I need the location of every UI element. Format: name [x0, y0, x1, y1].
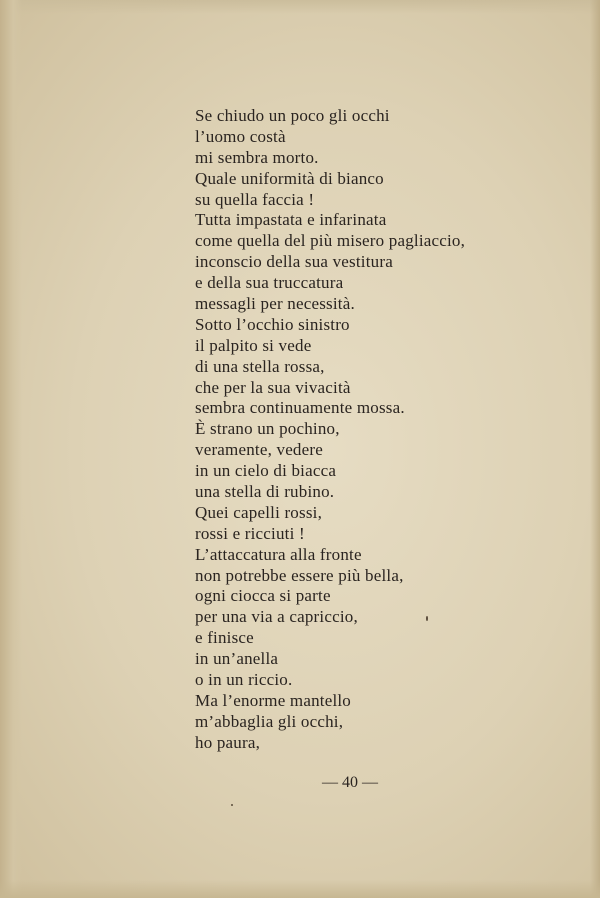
page-number: — 40 —	[322, 774, 378, 791]
paper-speck	[426, 616, 428, 621]
paper-speck	[231, 804, 233, 806]
poem-line: messagli per necessità.	[195, 294, 355, 314]
page-edge-right	[590, 0, 600, 898]
poem-line: Se chiudo un poco gli occhi	[195, 106, 390, 125]
poem-line: in un cielo di biacca	[195, 461, 337, 481]
poem-line: il palpito si vede	[195, 335, 312, 355]
poem-line: È strano un pochino,	[195, 419, 340, 439]
poem-line: o in un riccio.	[195, 670, 293, 690]
poem-line: ho paura,	[195, 732, 261, 752]
poem-line: Tutta impastata e infarinata	[195, 210, 387, 230]
poem-line: di una stella rossa,	[195, 356, 325, 376]
poem-line: che per la sua vivacità	[195, 377, 351, 397]
poem-line: L’attaccatura alla fronte	[195, 544, 362, 564]
poem-line: e finisce	[195, 628, 254, 648]
poem-line: come quella del più misero pagliaccio,	[195, 231, 466, 251]
poem-line: per una via a capriccio,	[195, 607, 358, 627]
poem-line: in un’anella	[195, 649, 279, 669]
page-edge-left	[0, 0, 22, 898]
poem-line: rossi e ricciuti !	[195, 523, 305, 543]
poem-text	[195, 106, 465, 754]
page-edge-top	[0, 0, 600, 14]
poem-line: su quella faccia !	[195, 189, 315, 209]
poem-line: Ma l’enorme mantello	[195, 690, 352, 710]
poem-line: m’abbaglia gli occhi,	[195, 711, 344, 731]
poem-line: ogni ciocca si parte	[195, 586, 331, 606]
poem-line: non potrebbe essere più bella,	[195, 565, 404, 585]
poem-line: mi sembra morto.	[195, 147, 319, 167]
poem-line: e della sua truccatura	[195, 273, 344, 293]
poem-line: una stella di rubino.	[195, 482, 335, 502]
poem-line: l’uomo costà	[195, 126, 286, 146]
poem-line: inconscio della sua vestitura	[195, 252, 393, 272]
poem-line: Quale uniformità di bianco	[195, 168, 384, 188]
page-edge-bottom	[0, 880, 600, 898]
poem-line: Sotto l’occhio sinistro	[195, 314, 350, 334]
poem-line: sembra continuamente mossa.	[195, 398, 405, 418]
poem-line: veramente, vedere	[195, 440, 323, 460]
poem-line: Quei capelli rossi,	[195, 502, 323, 522]
